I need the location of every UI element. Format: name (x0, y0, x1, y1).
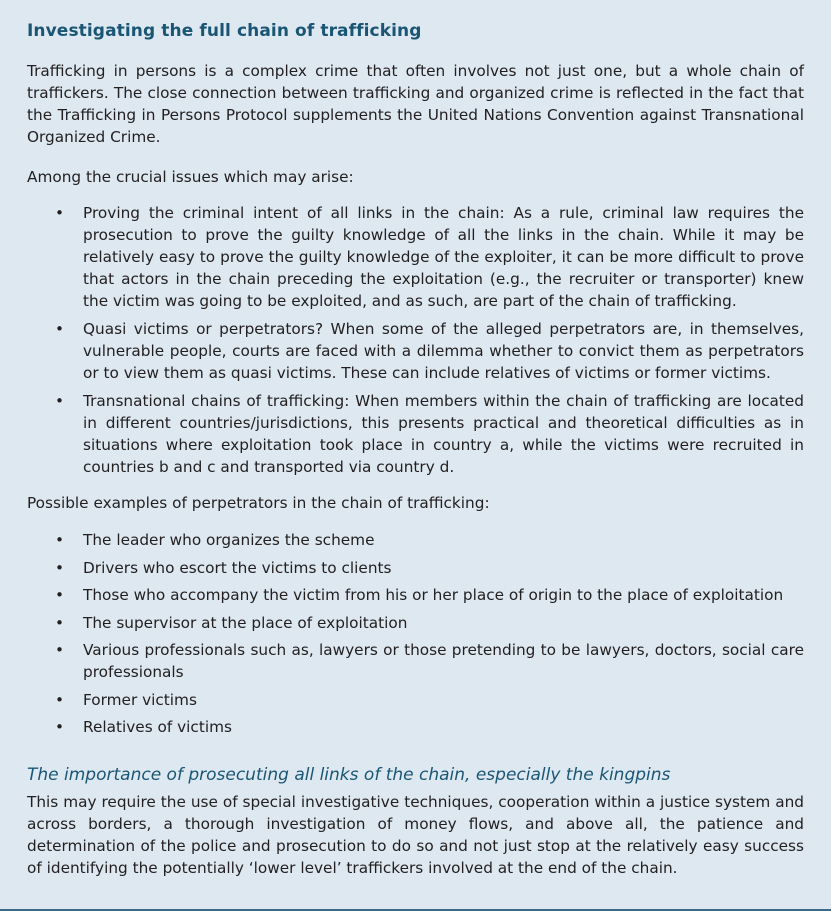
examples-list (27, 529, 804, 738)
bullet-icon: • (55, 320, 65, 338)
bullet-icon: • (55, 531, 65, 549)
example-text: The leader who organizes the scheme (83, 531, 375, 549)
closing-paragraph: This may require the use of special investigative techniques, cooperation within a justice system and across borders, a thorough investigation of money flows, and above all, the patience and determination of the police and prosecution to do so and not just stop at the relatively easy success of identifying the potentially ‘lower level’ traffickers involved at the end of the chain. (27, 793, 804, 877)
issues-list (27, 202, 804, 478)
example-text: The supervisor at the place of exploitation (83, 613, 408, 632)
example-text: Those who accompany the victim from his or her place of origin to the place of exploitation (83, 586, 784, 604)
box-title: Investigating the full chain of trafficking (27, 21, 422, 41)
example-text: Relatives of victims (83, 718, 232, 736)
issue-text: Proving the criminal intent of all links in the chain: As a rule, criminal law requires the prosecution to prove the guilty knowledge of all the links in the chain. While it may be relatively easy to prove the guilty knowledge of the exploiter, it can be more difficult to prove that actors in the chain preceding the exploitation (e.g., the recruiter or transporter) knew the victim was going to be exploited, and as such, are part of the chain of trafficking. (83, 204, 804, 310)
list-item (55, 689, 804, 711)
bullet-icon: • (55, 392, 65, 410)
list-item (55, 716, 804, 738)
intro-paragraph: Trafficking in persons is a complex crime that often involves not just one, but a whole chain of traffickers. The close connection between trafficking and organized crime is reflected in the fact that the Trafficking in Persons Protocol supplements the United Nations Convention against Transnational Organized Crime. (27, 62, 804, 146)
bullet-icon: • (55, 690, 65, 709)
example-text: Drivers who escort the victims to clients (83, 558, 392, 577)
bullet-icon: • (55, 586, 65, 604)
list-item (55, 529, 804, 551)
issues-lead: Among the crucial issues which may arise: (27, 168, 354, 186)
list-item (55, 318, 804, 384)
issue-text: Transnational chains of trafficking: When members within the chain of trafficking are located in different countries/jurisdictions, this presents practical and theoretical difficulties as in situations where exploitation took place in country a, while the victims were recruited in countries b and c and transported via country d. (83, 392, 804, 476)
subheading: The importance of prosecuting all links of the chain, especially the kingpins (27, 765, 671, 785)
example-text: Various professionals such as, lawyers or those pretending to be lawyers, doctors, social care professionals (83, 641, 804, 681)
bullet-icon: • (55, 558, 65, 577)
bullet-icon: • (55, 641, 65, 659)
issue-text: Quasi victims or perpetrators? When some of the alleged perpetrators are, in themselves, vulnerable people, courts are faced with a dilemma whether to convict them as perpetrators or to view them as quasi victims. These can include relatives of victims or former victims. (83, 320, 804, 382)
list-item (55, 584, 804, 606)
list-item (55, 390, 804, 478)
bullet-icon: • (55, 613, 65, 632)
list-item (55, 639, 804, 683)
list-item (55, 612, 804, 634)
bullet-icon: • (55, 718, 65, 736)
list-item (55, 557, 804, 579)
bullet-icon: • (55, 204, 65, 222)
examples-lead: Possible examples of perpetrators in the chain of trafficking: (27, 494, 490, 512)
example-text: Former victims (83, 690, 197, 709)
list-item (55, 202, 804, 312)
